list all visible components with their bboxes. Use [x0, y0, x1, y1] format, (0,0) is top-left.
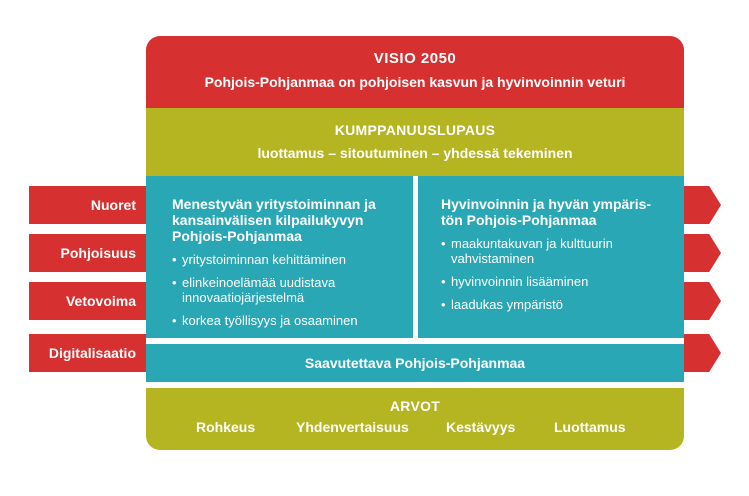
value-yhdenvertaisuus: Yhdenvertaisuus [296, 419, 409, 435]
theme-label: Pohjoisuus [60, 245, 136, 261]
wellbeing-title: Hyvinvoinnin ja hyvän ympäris- tön Pohjois-Pohjanmaa [441, 196, 652, 228]
vision-title: VISIO 2050 [373, 50, 457, 67]
business-list [172, 252, 407, 328]
list-item: • laadukas ympäristö [441, 297, 676, 312]
vision-subtitle: Pohjois-Pohjanmaa on pohjoisen kasvun ja hyvinvoinnin veturi [204, 74, 626, 90]
wellbeing-list [441, 236, 676, 312]
accessible-banner [146, 344, 684, 382]
partnership-title: KUMPPANUUSLUPAUS [334, 122, 496, 138]
list-item: • maakuntakuvan ja kulttuurin vahvistaminen [441, 236, 676, 266]
partnership-banner [146, 108, 684, 176]
list-item: • korkea työllisyys ja osaaminen [172, 313, 407, 328]
strategy-diagram [146, 36, 684, 450]
theme-label: Nuoret [90, 197, 136, 213]
wellbeing-column [418, 176, 684, 338]
accessible-title: Saavutettava Pohjois-Pohjanmaa [304, 355, 526, 371]
theme-arrow-tip [684, 186, 721, 224]
theme-pohjoisuus [29, 234, 147, 272]
business-title: Menestyvän yritystoiminnan ja kansainvälisen kilpailukyvyn Pohjois-Pohjanmaa [172, 196, 376, 244]
theme-arrow-tip [684, 334, 721, 372]
list-item: • elinkeinoelämää uudistava innovaatiojärjestelmä [172, 275, 407, 305]
business-column [146, 176, 413, 338]
list-item: • yritystoiminnan kehittäminen [172, 252, 407, 267]
value-luottamus: Luottamus [554, 419, 626, 435]
value-kestavyys: Kestävyys [446, 419, 516, 435]
theme-vetovoima [29, 282, 147, 320]
theme-arrow-tip [684, 282, 721, 320]
values-title: ARVOT [389, 398, 441, 414]
list-item: • hyvinvoinnin lisääminen [441, 274, 676, 289]
theme-arrow-tip [684, 234, 721, 272]
vision-banner [146, 36, 684, 108]
theme-label: Digitalisaatio [48, 345, 136, 361]
theme-digitalisaatio [29, 334, 147, 372]
partnership-subtitle: luottamus – sitoutuminen – yhdessä tekeminen [257, 145, 573, 161]
theme-nuoret [29, 186, 147, 224]
value-rohkeus: Rohkeus [196, 419, 256, 435]
theme-label: Vetovoima [65, 293, 136, 309]
